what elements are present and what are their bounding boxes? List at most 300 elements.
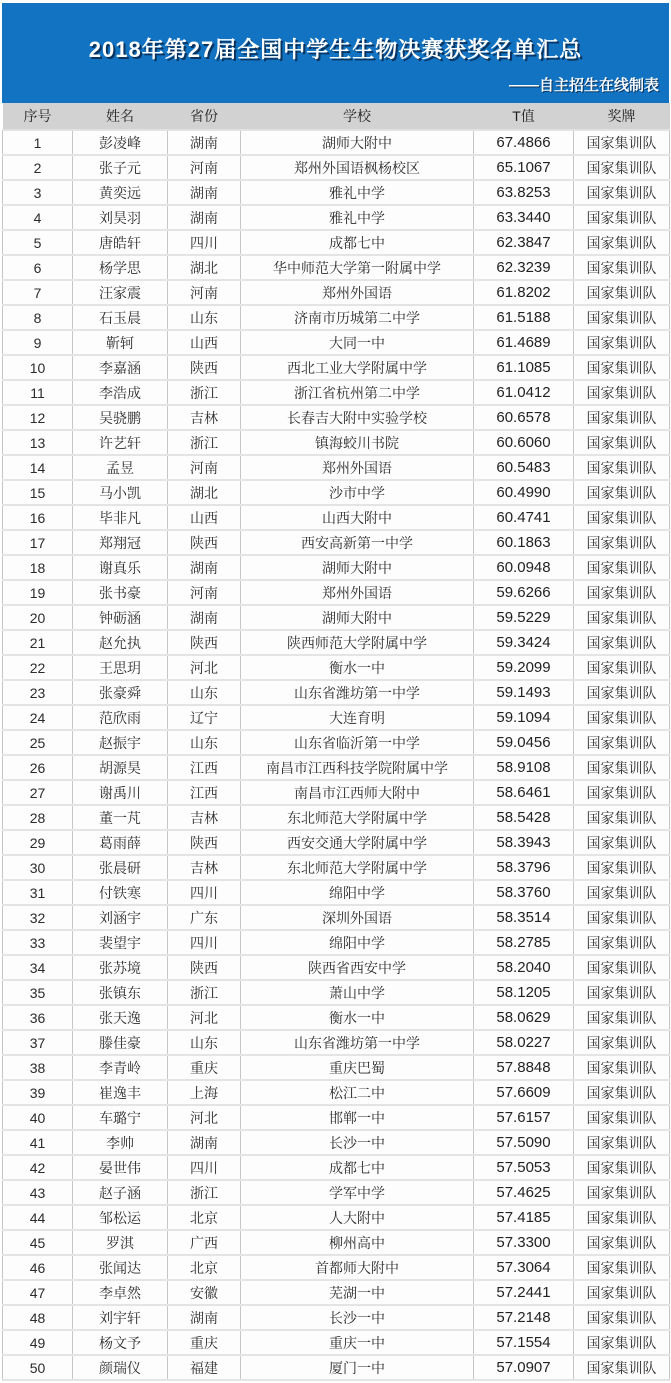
name-cell: 钟砺涵: [73, 605, 168, 630]
rank-cell: 43: [3, 1180, 73, 1205]
award-cell: 国家集训队: [574, 305, 670, 330]
name-cell: 张天逸: [73, 1005, 168, 1030]
rank-cell: 50: [3, 1355, 73, 1380]
t-value-cell: 61.8202: [474, 280, 574, 305]
province-cell: 广西: [168, 1230, 241, 1255]
rank-cell: 12: [3, 405, 73, 430]
rank-cell: 9: [3, 330, 73, 355]
table-row: [3, 730, 670, 755]
table-row: [3, 605, 670, 630]
rank-cell: 22: [3, 655, 73, 680]
name-cell: 汪家震: [73, 280, 168, 305]
t-value-cell: 57.4625: [474, 1180, 574, 1205]
rank-cell: 20: [3, 605, 73, 630]
award-cell: 国家集训队: [574, 1205, 670, 1230]
province-cell: 广东: [168, 905, 241, 930]
rank-cell: 37: [3, 1030, 73, 1055]
award-cell: 国家集训队: [574, 1255, 670, 1280]
name-cell: 范欣雨: [73, 705, 168, 730]
title-banner: [2, 3, 669, 103]
t-value-cell: 59.5229: [474, 605, 574, 630]
table-row: [3, 280, 670, 305]
t-value-cell: 57.1554: [474, 1330, 574, 1355]
rank-cell: 2: [3, 155, 73, 180]
award-cell: 国家集训队: [574, 330, 670, 355]
t-value-cell: 57.5090: [474, 1130, 574, 1155]
rank-cell: 23: [3, 680, 73, 705]
award-cell: 国家集训队: [574, 455, 670, 480]
rank-cell: 11: [3, 380, 73, 405]
province-cell: 河南: [168, 455, 241, 480]
name-cell: 张晨研: [73, 855, 168, 880]
school-cell: 绵阳中学: [241, 880, 474, 905]
school-cell: 成都七中: [241, 1155, 474, 1180]
province-cell: 陕西: [168, 955, 241, 980]
table-row: [3, 555, 670, 580]
t-value-cell: 57.3300: [474, 1230, 574, 1255]
province-cell: 湖南: [168, 205, 241, 230]
province-cell: 四川: [168, 230, 241, 255]
source-credit: ——自主招生在线制表: [508, 77, 659, 94]
school-cell: 山西大附中: [241, 505, 474, 530]
name-cell: 裴望宇: [73, 930, 168, 955]
province-cell: 重庆: [168, 1330, 241, 1355]
rank-cell: 14: [3, 455, 73, 480]
school-cell: 湖师大附中: [241, 555, 474, 580]
table-row: [3, 855, 670, 880]
table-row: [3, 180, 670, 205]
name-cell: 吴骁鹏: [73, 405, 168, 430]
rank-cell: 31: [3, 880, 73, 905]
province-cell: 陕西: [168, 355, 241, 380]
award-cell: 国家集训队: [574, 655, 670, 680]
name-cell: 李嘉涵: [73, 355, 168, 380]
award-cell: 国家集训队: [574, 855, 670, 880]
column-header-province-cell: 省份: [168, 103, 241, 130]
table-row: [3, 1330, 670, 1355]
t-value-cell: 57.2441: [474, 1280, 574, 1305]
province-cell: 河北: [168, 1105, 241, 1130]
province-cell: 河北: [168, 1005, 241, 1030]
rank-cell: 6: [3, 255, 73, 280]
t-value-cell: 57.5053: [474, 1155, 574, 1180]
school-cell: 南昌市江西科技学院附属中学: [241, 755, 474, 780]
rank-cell: 41: [3, 1130, 73, 1155]
province-cell: 山西: [168, 505, 241, 530]
page-title: 2018年第27届全国中学生生物决赛获奖名单汇总: [88, 37, 583, 62]
t-value-cell: 61.5188: [474, 305, 574, 330]
province-cell: 河南: [168, 155, 241, 180]
province-cell: 吉林: [168, 405, 241, 430]
school-cell: 雅礼中学: [241, 180, 474, 205]
rank-cell: 39: [3, 1080, 73, 1105]
award-cell: 国家集训队: [574, 730, 670, 755]
t-value-cell: 58.0227: [474, 1030, 574, 1055]
t-value-cell: 58.3943: [474, 830, 574, 855]
table-row: [3, 505, 670, 530]
t-value-cell: 59.2099: [474, 655, 574, 680]
name-cell: 郑翔冠: [73, 530, 168, 555]
t-value-cell: 58.3514: [474, 905, 574, 930]
province-cell: 浙江: [168, 980, 241, 1005]
table-row: [3, 1180, 670, 1205]
school-cell: 浙江省杭州第二中学: [241, 380, 474, 405]
province-cell: 四川: [168, 1155, 241, 1180]
rank-cell: 3: [3, 180, 73, 205]
school-cell: 柳州高中: [241, 1230, 474, 1255]
table-row: [3, 480, 670, 505]
name-cell: 罗淇: [73, 1230, 168, 1255]
province-cell: 山西: [168, 330, 241, 355]
province-cell: 重庆: [168, 1055, 241, 1080]
award-cell: 国家集训队: [574, 880, 670, 905]
name-cell: 马小凯: [73, 480, 168, 505]
table-row: [3, 755, 670, 780]
award-cell: 国家集训队: [574, 180, 670, 205]
rank-cell: 24: [3, 705, 73, 730]
rank-cell: 33: [3, 930, 73, 955]
table-row: [3, 1030, 670, 1055]
award-cell: 国家集训队: [574, 630, 670, 655]
t-value-cell: 57.4185: [474, 1205, 574, 1230]
rank-cell: 49: [3, 1330, 73, 1355]
award-cell: 国家集训队: [574, 355, 670, 380]
school-cell: 南昌市江西师大附中: [241, 780, 474, 805]
table-row: [3, 1355, 670, 1380]
t-value-cell: 58.2040: [474, 955, 574, 980]
t-value-cell: 59.1493: [474, 680, 574, 705]
province-cell: 河南: [168, 580, 241, 605]
column-header-t-value-cell: T值: [474, 103, 574, 130]
name-cell: 崔逸丰: [73, 1080, 168, 1105]
t-value-cell: 60.4741: [474, 505, 574, 530]
school-cell: 衡水一中: [241, 1005, 474, 1030]
name-cell: 晏世伟: [73, 1155, 168, 1180]
school-cell: 长沙一中: [241, 1130, 474, 1155]
t-value-cell: 57.6157: [474, 1105, 574, 1130]
province-cell: 湖南: [168, 130, 241, 155]
rank-cell: 16: [3, 505, 73, 530]
school-cell: 成都七中: [241, 230, 474, 255]
t-value-cell: 57.3064: [474, 1255, 574, 1280]
t-value-cell: 60.4990: [474, 480, 574, 505]
award-cell: 国家集训队: [574, 530, 670, 555]
school-cell: 重庆巴蜀: [241, 1055, 474, 1080]
rank-cell: 13: [3, 430, 73, 455]
table-row: [3, 1080, 670, 1105]
table-row: [3, 830, 670, 855]
award-cell: 国家集训队: [574, 505, 670, 530]
table-row: [3, 305, 670, 330]
table-row: [3, 1005, 670, 1030]
award-cell: 国家集训队: [574, 1280, 670, 1305]
award-cell: 国家集训队: [574, 380, 670, 405]
award-cell: 国家集训队: [574, 555, 670, 580]
province-cell: 陕西: [168, 530, 241, 555]
rank-cell: 29: [3, 830, 73, 855]
rank-cell: 26: [3, 755, 73, 780]
t-value-cell: 61.0412: [474, 380, 574, 405]
province-cell: 北京: [168, 1205, 241, 1230]
school-cell: 西安高新第一中学: [241, 530, 474, 555]
table-row: [3, 1155, 670, 1180]
table-row: [3, 330, 670, 355]
table-row: [3, 1105, 670, 1130]
table-row: [3, 705, 670, 730]
school-cell: 西安交通大学附属中学: [241, 830, 474, 855]
rank-cell: 44: [3, 1205, 73, 1230]
school-cell: 衡水一中: [241, 655, 474, 680]
school-cell: 人大附中: [241, 1205, 474, 1230]
t-value-cell: 58.1205: [474, 980, 574, 1005]
school-cell: 西北工业大学附属中学: [241, 355, 474, 380]
name-cell: 张苏境: [73, 955, 168, 980]
province-cell: 河南: [168, 280, 241, 305]
award-cell: 国家集训队: [574, 680, 670, 705]
t-value-cell: 63.8253: [474, 180, 574, 205]
award-cell: 国家集训队: [574, 1030, 670, 1055]
table-row: [3, 1255, 670, 1280]
school-cell: 镇海蛟川书院: [241, 430, 474, 455]
table-row: [3, 130, 670, 155]
table-row: [3, 780, 670, 805]
t-value-cell: 58.2785: [474, 930, 574, 955]
school-cell: 绵阳中学: [241, 930, 474, 955]
school-cell: 厦门一中: [241, 1355, 474, 1380]
table-row: [3, 155, 670, 180]
rank-cell: 42: [3, 1155, 73, 1180]
name-cell: 葛雨薛: [73, 830, 168, 855]
school-cell: 山东省潍坊第一中学: [241, 680, 474, 705]
name-cell: 李青岭: [73, 1055, 168, 1080]
school-cell: 陕西师范大学附属中学: [241, 630, 474, 655]
school-cell: 首都师大附中: [241, 1255, 474, 1280]
award-table: [2, 103, 670, 1381]
award-cell: 国家集训队: [574, 1305, 670, 1330]
name-cell: 杨学思: [73, 255, 168, 280]
table-header-row: [3, 103, 670, 130]
column-header-rank-cell: 序号: [3, 103, 73, 130]
t-value-cell: 58.5428: [474, 805, 574, 830]
t-value-cell: 58.6461: [474, 780, 574, 805]
table-row: [3, 655, 670, 680]
award-cell: 国家集训队: [574, 280, 670, 305]
t-value-cell: 63.3440: [474, 205, 574, 230]
t-value-cell: 59.0456: [474, 730, 574, 755]
name-cell: 许艺轩: [73, 430, 168, 455]
name-cell: 滕佳豪: [73, 1030, 168, 1055]
name-cell: 董一芃: [73, 805, 168, 830]
award-cell: 国家集训队: [574, 405, 670, 430]
t-value-cell: 60.0948: [474, 555, 574, 580]
name-cell: 谢禹川: [73, 780, 168, 805]
school-cell: 湖师大附中: [241, 130, 474, 155]
province-cell: 四川: [168, 880, 241, 905]
t-value-cell: 60.6578: [474, 405, 574, 430]
award-cell: 国家集训队: [574, 755, 670, 780]
name-cell: 孟昱: [73, 455, 168, 480]
school-cell: 陕西省西安中学: [241, 955, 474, 980]
t-value-cell: 59.3424: [474, 630, 574, 655]
table-body: [3, 130, 670, 1380]
rank-cell: 36: [3, 1005, 73, 1030]
province-cell: 湖南: [168, 555, 241, 580]
name-cell: 杨文予: [73, 1330, 168, 1355]
t-value-cell: 60.5483: [474, 455, 574, 480]
province-cell: 北京: [168, 1255, 241, 1280]
school-cell: 东北师范大学附属中学: [241, 855, 474, 880]
rank-cell: 40: [3, 1105, 73, 1130]
award-cell: 国家集训队: [574, 705, 670, 730]
table-row: [3, 955, 670, 980]
rank-cell: 46: [3, 1255, 73, 1280]
rank-cell: 45: [3, 1230, 73, 1255]
table-row: [3, 255, 670, 280]
school-cell: 邯郸一中: [241, 1105, 474, 1130]
school-cell: 郑州外国语: [241, 280, 474, 305]
province-cell: 山东: [168, 1030, 241, 1055]
province-cell: 吉林: [168, 855, 241, 880]
t-value-cell: 58.9108: [474, 755, 574, 780]
t-value-cell: 60.1863: [474, 530, 574, 555]
award-cell: 国家集训队: [574, 255, 670, 280]
school-cell: 深圳外国语: [241, 905, 474, 930]
rank-cell: 10: [3, 355, 73, 380]
award-cell: 国家集训队: [574, 430, 670, 455]
province-cell: 山东: [168, 305, 241, 330]
province-cell: 河北: [168, 655, 241, 680]
rank-cell: 34: [3, 955, 73, 980]
rank-cell: 1: [3, 130, 73, 155]
award-cell: 国家集训队: [574, 830, 670, 855]
award-cell: 国家集训队: [574, 805, 670, 830]
award-cell: 国家集训队: [574, 130, 670, 155]
award-cell: 国家集训队: [574, 780, 670, 805]
t-value-cell: 67.4866: [474, 130, 574, 155]
rank-cell: 38: [3, 1055, 73, 1080]
table-row: [3, 455, 670, 480]
table-header: [3, 103, 670, 130]
rank-cell: 47: [3, 1280, 73, 1305]
t-value-cell: 59.1094: [474, 705, 574, 730]
table-row: [3, 1280, 670, 1305]
t-value-cell: 60.6060: [474, 430, 574, 455]
t-value-cell: 57.8848: [474, 1055, 574, 1080]
school-cell: 华中师范大学第一附属中学: [241, 255, 474, 280]
column-header-name-cell: 姓名: [73, 103, 168, 130]
rank-cell: 15: [3, 480, 73, 505]
table-row: [3, 680, 670, 705]
name-cell: 刘宇轩: [73, 1305, 168, 1330]
rank-cell: 28: [3, 805, 73, 830]
rank-cell: 30: [3, 855, 73, 880]
award-cell: 国家集训队: [574, 605, 670, 630]
school-cell: 东北师范大学附属中学: [241, 805, 474, 830]
name-cell: 邹松运: [73, 1205, 168, 1230]
name-cell: 张子元: [73, 155, 168, 180]
table-row: [3, 905, 670, 930]
table-row: [3, 355, 670, 380]
rank-cell: 27: [3, 780, 73, 805]
province-cell: 吉林: [168, 805, 241, 830]
t-value-cell: 57.0907: [474, 1355, 574, 1380]
table-row: [3, 205, 670, 230]
table-row: [3, 1205, 670, 1230]
award-cell: 国家集训队: [574, 1155, 670, 1180]
award-cell: 国家集训队: [574, 1355, 670, 1380]
name-cell: 毕非凡: [73, 505, 168, 530]
table-row: [3, 580, 670, 605]
school-cell: 大连育明: [241, 705, 474, 730]
name-cell: 黄奕远: [73, 180, 168, 205]
rank-cell: 7: [3, 280, 73, 305]
province-cell: 浙江: [168, 430, 241, 455]
award-cell: 国家集训队: [574, 1080, 670, 1105]
province-cell: 四川: [168, 930, 241, 955]
t-value-cell: 57.6609: [474, 1080, 574, 1105]
school-cell: 萧山中学: [241, 980, 474, 1005]
t-value-cell: 62.3847: [474, 230, 574, 255]
award-cell: 国家集训队: [574, 480, 670, 505]
province-cell: 湖南: [168, 1305, 241, 1330]
school-cell: 郑州外国语: [241, 455, 474, 480]
table-row: [3, 880, 670, 905]
school-cell: 沙市中学: [241, 480, 474, 505]
province-cell: 山东: [168, 680, 241, 705]
name-cell: 李卓然: [73, 1280, 168, 1305]
province-cell: 辽宁: [168, 705, 241, 730]
column-header-award-cell: 奖牌: [574, 103, 670, 130]
award-cell: 国家集训队: [574, 155, 670, 180]
province-cell: 陕西: [168, 830, 241, 855]
table-row: [3, 930, 670, 955]
award-cell: 国家集训队: [574, 905, 670, 930]
award-cell: 国家集训队: [574, 1180, 670, 1205]
name-cell: 车璐宁: [73, 1105, 168, 1130]
t-value-cell: 58.3796: [474, 855, 574, 880]
table-row: [3, 405, 670, 430]
name-cell: 付铁寒: [73, 880, 168, 905]
award-cell: 国家集训队: [574, 955, 670, 980]
rank-cell: 18: [3, 555, 73, 580]
table-row: [3, 230, 670, 255]
name-cell: 赵振宇: [73, 730, 168, 755]
name-cell: 李帅: [73, 1130, 168, 1155]
t-value-cell: 62.3239: [474, 255, 574, 280]
name-cell: 张闻达: [73, 1255, 168, 1280]
school-cell: 郑州外国语: [241, 580, 474, 605]
province-cell: 陕西: [168, 630, 241, 655]
name-cell: 张镇东: [73, 980, 168, 1005]
name-cell: 赵允执: [73, 630, 168, 655]
award-cell: 国家集训队: [574, 980, 670, 1005]
province-cell: 安徽: [168, 1280, 241, 1305]
province-cell: 山东: [168, 730, 241, 755]
school-cell: 湖师大附中: [241, 605, 474, 630]
rank-cell: 5: [3, 230, 73, 255]
province-cell: 湖南: [168, 605, 241, 630]
name-cell: 颜瑞仪: [73, 1355, 168, 1380]
t-value-cell: 58.3760: [474, 880, 574, 905]
rank-cell: 25: [3, 730, 73, 755]
school-cell: 长春吉大附中实验学校: [241, 405, 474, 430]
rank-cell: 8: [3, 305, 73, 330]
table-row: [3, 1230, 670, 1255]
name-cell: 胡源昊: [73, 755, 168, 780]
school-cell: 长沙一中: [241, 1305, 474, 1330]
t-value-cell: 57.2148: [474, 1305, 574, 1330]
province-cell: 江西: [168, 755, 241, 780]
